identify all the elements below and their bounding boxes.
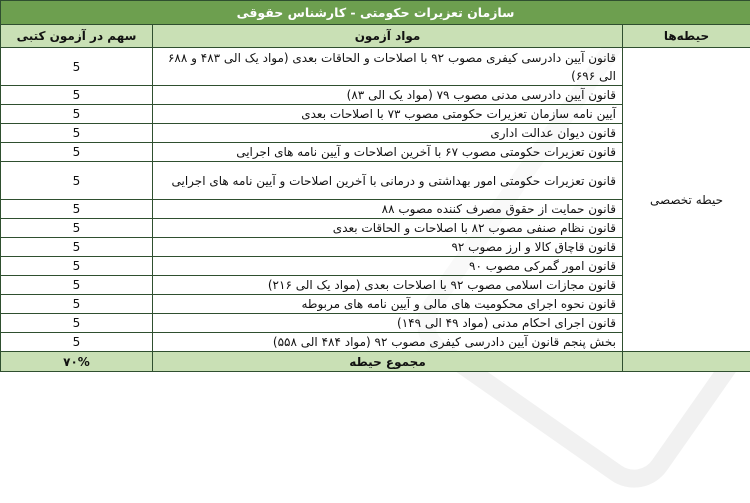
share-cell: 5 [1, 86, 153, 105]
subject-cell: قانون نظام صنفی مصوب ۸۲ با اصلاحات و الحاقات بعدی [153, 219, 623, 238]
subject-cell: آیین نامه سازمان تعزیرات حکومتی مصوب ۷۳ با اصلاحات بعدی [153, 105, 623, 124]
subject-cell: قانون اجرای احکام مدنی (مواد ۴۹ الی ۱۴۹) [153, 314, 623, 333]
subject-cell: قانون مجازات اسلامی مصوب ۹۲ با اصلاحات بعدی (مواد یک الی ۲۱۶) [153, 276, 623, 295]
title-row [1, 1, 750, 25]
share-cell: 5 [1, 276, 153, 295]
share-cell: 5 [1, 162, 153, 200]
subject-cell: قانون دیوان عدالت اداری [153, 124, 623, 143]
share-cell: 5 [1, 143, 153, 162]
total-empty-cell [623, 352, 750, 372]
header-row [1, 25, 750, 48]
header-share: سهم در آزمون کتبی [1, 25, 153, 48]
share-cell: 5 [1, 105, 153, 124]
subject-cell: بخش پنجم قانون آیین دادرسی کیفری مصوب ۹۲ (مواد ۴۸۴ الی ۵۵۸) [153, 333, 623, 352]
total-row [1, 352, 750, 372]
table-title: سازمان تعزیرات حکومتی - کارشناس حقوقی [1, 1, 750, 25]
subject-cell: قانون قاچاق کالا و ارز مصوب ۹۲ [153, 238, 623, 257]
share-cell: 5 [1, 333, 153, 352]
header-field: حیطه‌ها [623, 25, 750, 48]
subject-cell: قانون تعزیرات حکومتی مصوب ۶۷ با آخرین اصلاحات و آیین نامه های اجرایی [153, 143, 623, 162]
total-label: مجموع حیطه [153, 352, 623, 372]
share-cell: 5 [1, 295, 153, 314]
share-cell: 5 [1, 314, 153, 333]
share-cell: 5 [1, 238, 153, 257]
field-name-cell: حیطه تخصصی [623, 48, 750, 352]
subject-cell: قانون تعزیرات حکومتی امور بهداشتی و درمانی با آخرین اصلاحات و آیین نامه های اجرایی [153, 162, 623, 200]
header-subjects: مواد آزمون [153, 25, 623, 48]
share-cell: 5 [1, 200, 153, 219]
share-cell: 5 [1, 124, 153, 143]
table-row [1, 48, 750, 86]
subject-cell: قانون امور گمرکی مصوب ۹۰ [153, 257, 623, 276]
share-cell: 5 [1, 257, 153, 276]
share-cell: 5 [1, 219, 153, 238]
subject-cell: قانون نحوه اجرای محکومیت های مالی و آیین نامه های مربوطه [153, 295, 623, 314]
total-share: ۷۰% [1, 352, 153, 372]
subject-cell: قانون آیین دادرسی مدنی مصوب ۷۹ (مواد یک الی ۸۳) [153, 86, 623, 105]
share-cell: 5 [1, 48, 153, 86]
subject-cell: قانون آیین دادرسی کیفری مصوب ۹۲ با اصلاحات و الحاقات بعدی (مواد یک الی ۴۸۳ و ۶۸۸ الی ۶۹۶) [153, 48, 623, 86]
subject-cell: قانون حمایت از حقوق مصرف کننده مصوب ۸۸ [153, 200, 623, 219]
